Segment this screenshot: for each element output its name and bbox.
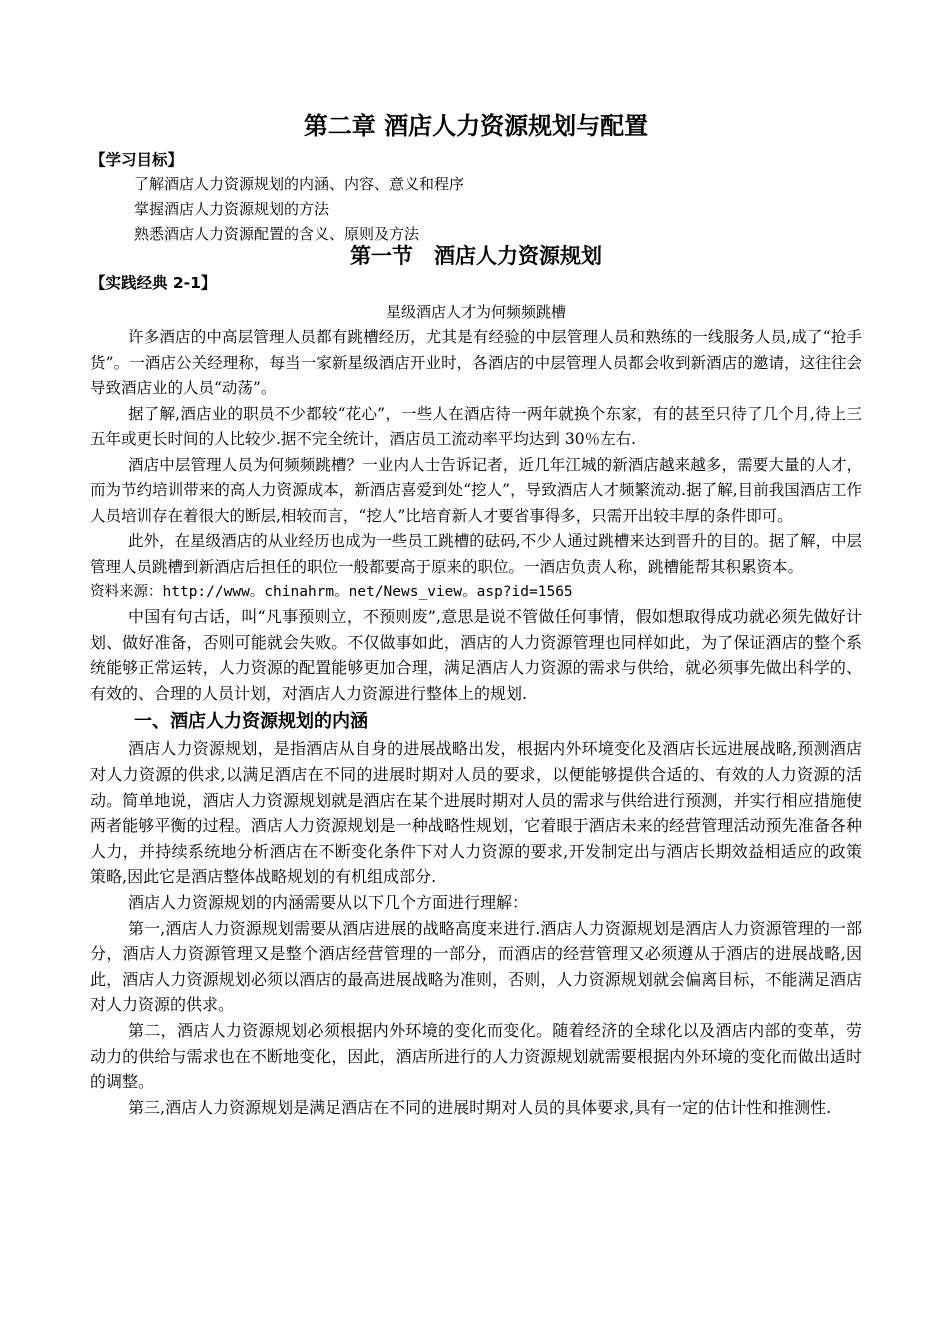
section-title: 第一节 酒店人力资源规划 [350, 244, 602, 268]
case-label: 【实践经典 2-1】 [90, 274, 217, 292]
body-paragraph: 第二，酒店人力资源规划必须根据内外环境的变化而变化。随着经济的全球化以及酒店内部的变革，劳动力的供给与需求也在不断地变化，因此，酒店所进行的人力资源规划就需要根据内外环境的变化而做出适时的调整。 [90, 1020, 862, 1092]
case-paragraph: 据了解,酒店业的职员不少都较“花心”，一些人在酒店待一两年就换个东家，有的甚至只待了几个月,待上三五年或更长时间的人比较少.据不完全统计，酒店员工流动率平均达到 30％左右. [90, 404, 862, 448]
body-paragraph: 第三,酒店人力资源规划是满足酒店在不同的进展时期对人员的具体要求,具有一定的估计性和推测性. [128, 1097, 832, 1117]
body-paragraph: 酒店人力资源规划，是指酒店从自身的进展战略出发，根据内外环境变化及酒店长远进展战略,预测酒店对人力资源的供求,以满足酒店在不同的进展时期对人员的要求，以便能够提供合适的、有效的人力资源的活动。简单地说，酒店人力资源规划就是酒店在某个进展时期对人员的需求与供给进行预测，并实行相应措施使两者能够平衡的过程。酒店人力资源规划是一种战略性规划，它着眼于酒店未来的经营管理活动预先准备各种人力，并持续系统地分析酒店在不断变化条件下对人力资源的要求,开发制定出与酒店长期效益相适应的政策策略,因此它是酒店整体战略规划的有机组成部分. [90, 739, 862, 887]
case-title: 星级酒店人才为何频频跳槽 [385, 303, 566, 321]
document-page [90, 108, 862, 1120]
objectives-label: 【学习目标】 [90, 151, 184, 169]
case-paragraph: 此外，在星级酒店的从业经历也成为一些员工跳槽的砝码,不少人通过跳槽来达到晋升的目的。据了解，中层管理人员跳槽到新酒店后担任的职位一般都要高于原来的职位。一酒店负责人称，跳槽能帮其积累资本。 [90, 532, 862, 576]
case-paragraph: 酒店中层管理人员为何频频跳槽？一业内人士告诉记者，近几年江城的新酒店越来越多，需要大量的人才，而为节约培训带来的高人力资源成本，新酒店喜爱到处“挖人”，导致酒店人才频繁流动.据了解,目前我国酒店工作人员培训存在着很大的断层,相较而言，“挖人”比培育新人才要省事得多，只需开出较丰厚的条件即可。 [90, 455, 862, 525]
objective-item: 掌握酒店人力资源规划的方法 [134, 200, 330, 218]
body-paragraph: 酒店人力资源规划的内涵需要从以下几个方面进行理解： [128, 892, 529, 912]
case-source: 资料来源：http://www。chinahrm。net/News_view。asp?id=1565 [90, 584, 573, 600]
case-paragraph: 许多酒店的中高层管理人员都有跳槽经历，尤其是有经验的中层管理人员和熟练的一线服务人员,成了“抢手货”。一酒店公关经理称，每当一家新星级酒店开业时，各酒店的中层管理人员都会收到新酒店的邀请，这往往会导致酒店业的人员“动荡”。 [90, 328, 862, 397]
body-paragraph: 第一,酒店人力资源规划需要从酒店进展的战略高度来进行.酒店人力资源规划是酒店人力资源管理的一部分，酒店人力资源管理又是整个酒店经营管理的一部分，而酒店的经营管理又必须遵从于酒店的进展战略,因此，酒店人力资源规划必须以酒店的最高进展战略为准则，否则，人力资源规划就会偏离目标，不能满足酒店对人力资源的供求。 [90, 918, 862, 1015]
objective-item: 熟悉酒店人力资源配置的含义、原则及方法 [134, 225, 420, 243]
objective-item: 了解酒店人力资源规划的内涵、内容、意义和程序 [134, 175, 465, 193]
chapter-title: 第二章 酒店人力资源规划与配置 [303, 112, 649, 140]
subsection-heading: 一、酒店人力资源规划的内涵 [134, 711, 368, 733]
intro-paragraph: 中国有句古话，叫“凡事预则立，不预则废”,意思是说不管做任何事情，假如想取得成功就必须先做好计划、做好准备，否则可能就会失败。不仅做事如此，酒店的人力资源管理也同样如此，为了保证酒店的整个系统能够正常运转，人力资源的配置能够更加合理，满足酒店人力资源的需求与供给，就必须事先做出科学的、有效的、合理的人员计划，对酒店人力资源进行整体上的规划. [90, 607, 862, 703]
